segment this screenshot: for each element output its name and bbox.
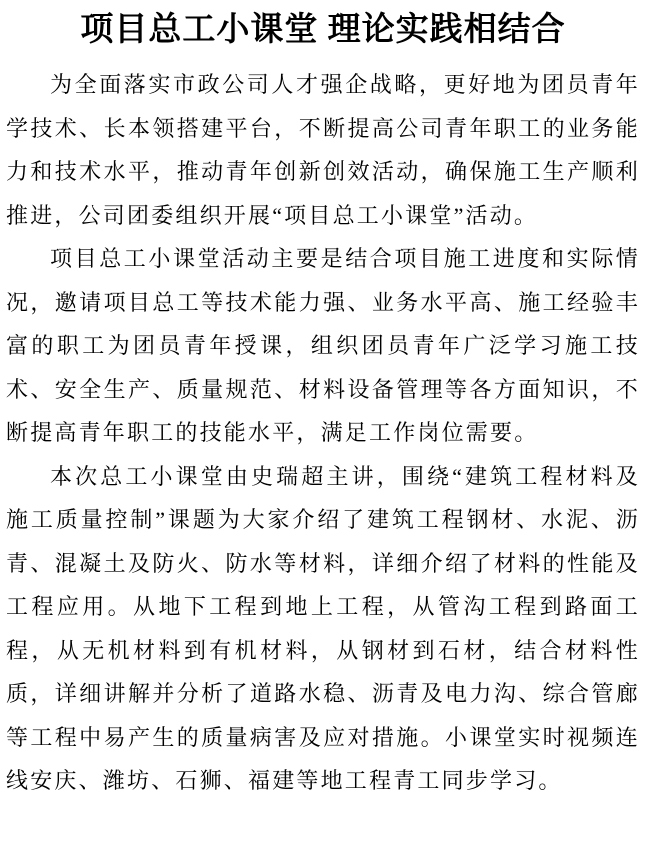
paragraph-2: 项目总工小课堂活动主要是结合项目施工进度和实际情况，邀请项目总工等技术能力强、业务水平高、施工经验丰富的职工为团员青年授课，组织团员青年广泛学习施工技术、安全生产、质量规范、材料设备管理等各方面知识，不断提高青年职工的技能水平，满足工作岗位需要。 <box>6 246 640 446</box>
paragraph-3: 本次总工小课堂由史瑞超主讲，围绕“建筑工程材料及施工质量控制”课题为大家介绍了建筑工程钢材、水泥、沥青、混凝土及防火、防水等材料，详细介绍了材料的性能及工程应用。从地下工程到地上工程，从管沟工程到路面工程，从无机材料到有机材料，从钢材到石材，结合材料性质，详细讲解并分析了道路水稳、沥青及电力沟、综合管廊等工程中易产生的质量病害及应对措施。小课堂实时视频连线安庆、潍坊、石狮、福建等地工程青工同步学习。 <box>6 463 640 794</box>
document-body <box>6 63 640 803</box>
paragraph-1: 为全面落实市政公司人才强企战略，更好地为团员青年学技术、长本领搭建平台，不断提高公司青年职工的业务能力和技术水平，推动青年创新创效活动，确保施工生产顺利推进，公司团委组织开展“项目总工小课堂”活动。 <box>6 72 640 228</box>
document-title: 项目总工小课堂 理论实践相结合 <box>80 12 566 48</box>
